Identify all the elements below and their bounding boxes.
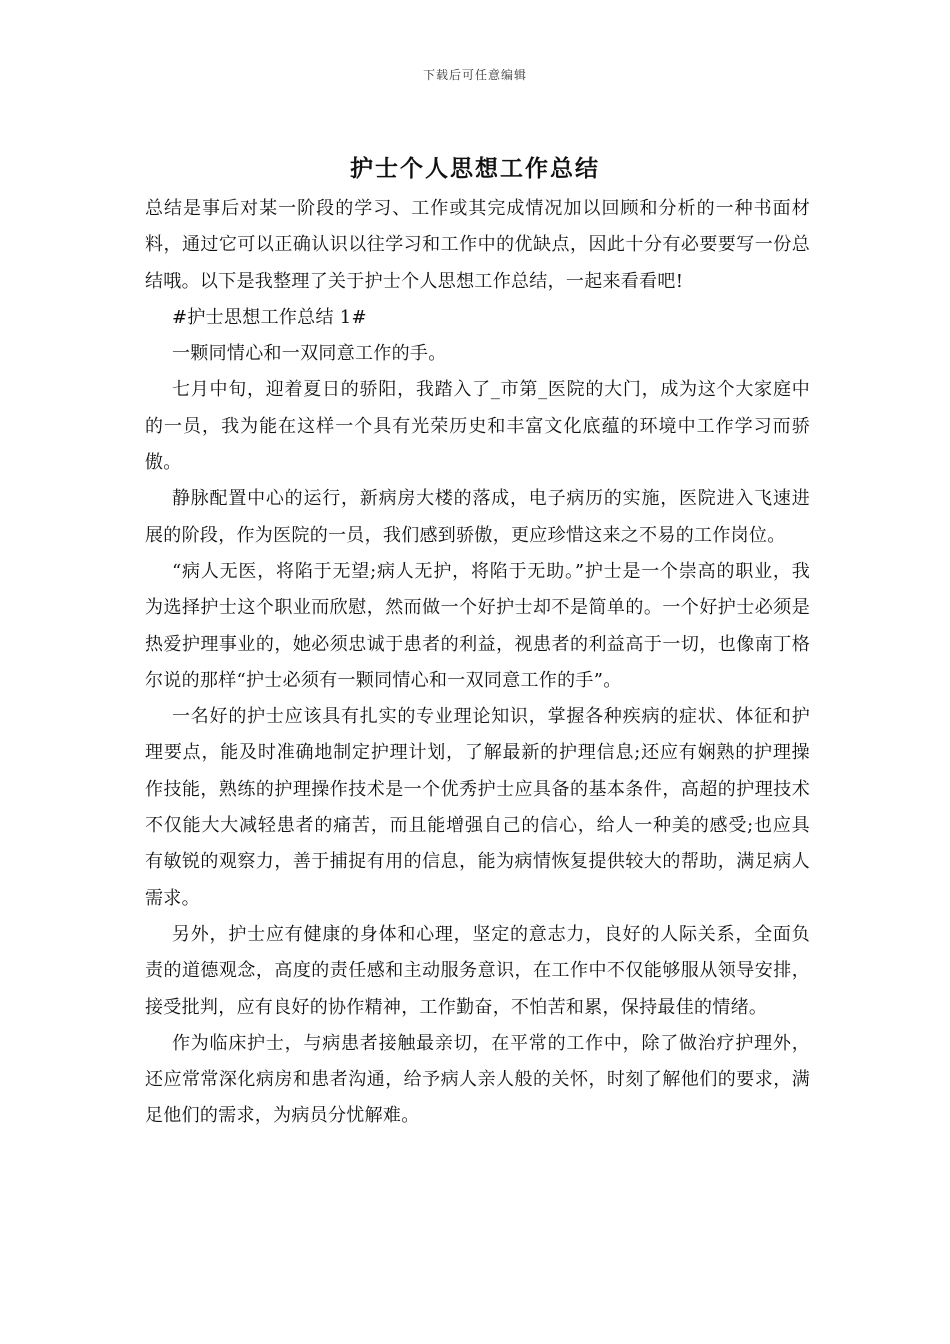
body-paragraph: 七月中旬，迎着夏日的骄阳，我踏入了_市第_医院的大门，成为这个大家庭中的一员，我为能在这样一个具有光荣历史和丰富文化底蕴的环境中工作学习而骄傲。 bbox=[145, 379, 810, 474]
document-title: 护士个人思想工作总结 bbox=[350, 155, 600, 182]
body-paragraph: 另外，护士应有健康的身体和心理，坚定的意志力，良好的人际关系，全面负责的道德观念，高度的责任感和主动服务意识，在工作中不仅能够服从领导安排，接受批判，应有良好的协作精神，工作勤奋，不怕苦和累，保持最佳的情绪。 bbox=[145, 923, 810, 1018]
section-subtitle: 一颗同情心和一双同意工作的手。 bbox=[172, 343, 447, 365]
body-paragraph: 作为临床护士，与病患者接触最亲切，在平常的工作中，除了做治疗护理外，还应常常深化病房和患者沟通，给予病人亲人般的关怀，时刻了解他们的要求，满足他们的需求，为病员分忧解难。 bbox=[145, 1032, 810, 1127]
body-paragraph: 静脉配置中心的运行，新病房大楼的落成，电子病历的实施，医院进入飞速进展的阶段，作为医院的一员，我们感到骄傲，更应珍惜这来之不易的工作岗位。 bbox=[145, 488, 810, 546]
body-paragraph: “病人无医，将陷于无望;病人无护，将陷于无助。”护士是一个崇高的职业，我为选择护士这个职业而欣慰，然而做一个好护士却不是简单的。一个好护士必须是热爱护理事业的，她必须忠诚于患者的利益，视患者的利益高于一切，也像南丁格尔说的那样“护士必须有一颗同情心和一双同意工作的手”。 bbox=[145, 560, 810, 691]
intro-paragraph: 总结是事后对某一阶段的学习、工作或其完成情况加以回顾和分析的一种书面材料，通过它可以正确认识以往学习和工作中的优缺点，因此十分有必要要写一份总结哦。以下是我整理了关于护士个人思想工作总结，一起来看看吧! bbox=[145, 198, 810, 292]
section-heading: #护士思想工作总结 1# bbox=[172, 306, 367, 328]
body-paragraph: 一名好的护士应该具有扎实的专业理论知识，掌握各种疾病的症状、体征和护理要点，能及时准确地制定护理计划，了解最新的护理信息;还应有娴熟的护理操作技能，熟练的护理操作技术是一个优秀护士应具备的基本条件，高超的护理技术不仅能大大减轻患者的痛苦，而且能增强自己的信心，给人一种美的感受;也应具有敏锐的观察力，善于捕捉有用的信息，能为病情恢复提供较大的帮助，满足病人需求。 bbox=[145, 706, 810, 909]
header-note: 下载后可任意编辑 bbox=[422, 68, 527, 82]
document-body bbox=[145, 191, 810, 1135]
